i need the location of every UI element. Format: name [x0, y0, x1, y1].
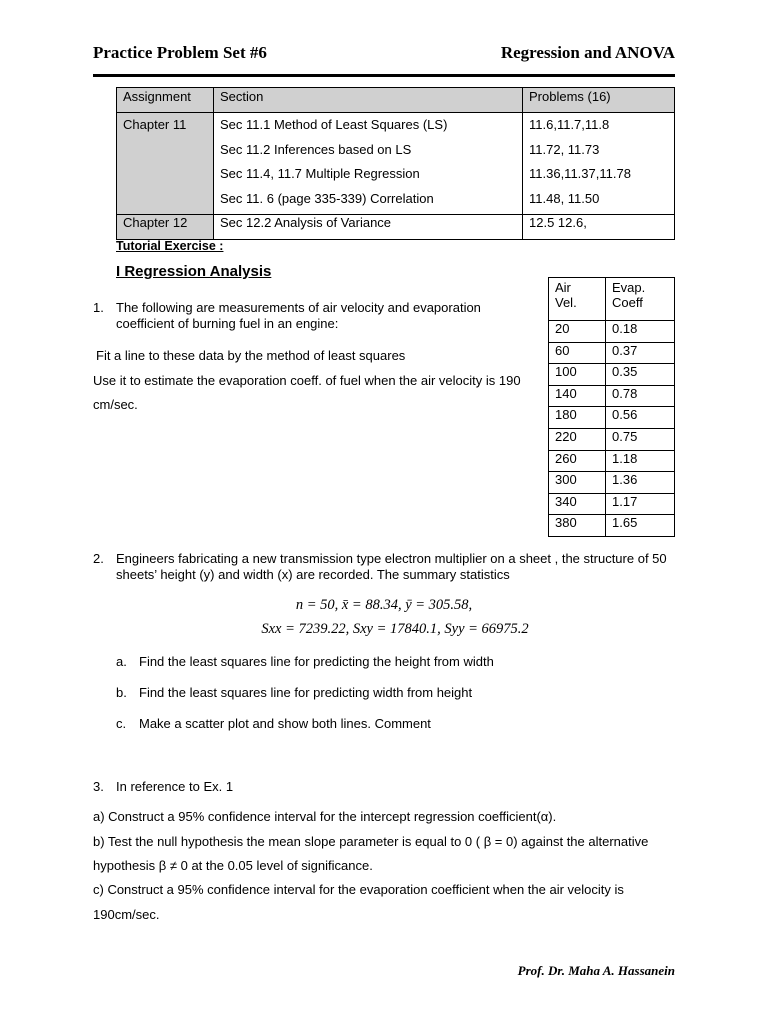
problem-1-number: 1. — [93, 300, 104, 315]
problem-1-text: coefficient of burning fuel in an engine: — [116, 316, 339, 331]
problem-3-part-c: 190cm/sec. — [93, 907, 160, 922]
table-row: 20 0.18 — [549, 321, 675, 343]
problem-1-fit: Fit a line to these data by the method of least squares — [96, 348, 406, 363]
chapter-11-problems — [523, 113, 675, 215]
table-cell: 11.6,11.7,11.8 — [529, 117, 610, 132]
assignment-table — [116, 87, 675, 240]
summary-statistics: n = 50, x̄ = 88.34, ȳ = 305.58, — [295, 597, 473, 613]
problem-3-part-b: hypothesis β ≠ 0 at the 0.05 level of significance. — [93, 858, 373, 873]
chapter-12-cell: Chapter 12 — [117, 215, 214, 240]
item-label: c. — [116, 716, 127, 731]
table-cell: Sec 12.2 Analysis of Variance — [214, 215, 523, 240]
table-row: 60 0.37 — [549, 342, 675, 364]
author-signature: Prof. Dr. Maha A. Hassanein — [517, 963, 675, 978]
table-cell: 12.5 12.6, — [523, 215, 675, 240]
problem-2-number: 2. — [93, 551, 104, 566]
problem-3-part-c: c) Construct a 95% confidence interval for the evaporation coefficient when the air velocity is — [93, 882, 624, 897]
table-cell: 11.36,11.37,11.78 — [529, 166, 631, 181]
column-header: Assignment — [117, 88, 214, 113]
column-header: Evap. Coeff — [606, 278, 675, 321]
column-header: Problems (16) — [523, 88, 675, 113]
table-cell: Sec 11. 6 (page 335-339) Correlation — [220, 190, 434, 206]
section-title: I Regression Analysis — [116, 263, 272, 280]
summary-statistics: Sxx = 7239.22, Sxy = 17840.1, Syy = 66975.2 — [261, 621, 529, 637]
header-rule — [93, 74, 675, 77]
table-row: 180 0.56 — [549, 407, 675, 429]
item-text: Find the least squares line for predicting width from height — [139, 685, 473, 700]
page-header-title: Practice Problem Set #6 — [93, 43, 267, 62]
problem-3-part-b: b) Test the null hypothesis the mean slope parameter is equal to 0 ( β = 0) against the alternative — [93, 834, 649, 849]
table-row: 220 0.75 — [549, 428, 675, 450]
problem-1-text: The following are measurements of air velocity and evaporation — [116, 300, 481, 315]
air-velocity-table — [548, 277, 675, 537]
table-cell: Sec 11.2 Inferences based on LS — [220, 141, 412, 157]
problem-1-estimate: cm/sec. — [93, 397, 138, 412]
column-header: Air Vel. — [549, 278, 606, 321]
page-header-subject: Regression and ANOVA — [500, 43, 675, 62]
problem-3-number: 3. — [93, 779, 104, 794]
problem-1-estimate: Use it to estimate the evaporation coeff. of fuel when the air velocity is 190 — [93, 373, 521, 388]
table-row: 340 1.17 — [549, 493, 675, 515]
problem-3-part-a: a) Construct a 95% confidence interval for the intercept regression coefficient(α). — [93, 809, 557, 824]
column-header: Section — [214, 88, 523, 113]
chapter-11-sections — [214, 113, 523, 215]
table-cell: 11.72, 11.73 — [529, 141, 600, 157]
table-cell: Sec 11.4, 11.7 Multiple Regression — [220, 166, 420, 181]
table-cell: 11.48, 11.50 — [529, 190, 600, 206]
table-row: 260 1.18 — [549, 450, 675, 472]
table-row: 140 0.78 — [549, 385, 675, 407]
tutorial-label: Tutorial Exercise : — [116, 239, 224, 253]
item-text: Make a scatter plot and show both lines. Comment — [139, 716, 431, 731]
table-row: 380 1.65 — [549, 515, 675, 537]
chapter-11-cell: Chapter 11 — [117, 113, 214, 215]
table-cell: Sec 11.1 Method of Least Squares (LS) — [220, 117, 448, 132]
problem-3-intro: In reference to Ex. 1 — [116, 779, 234, 794]
table-row: 100 0.35 — [549, 364, 675, 386]
problem-2-text: Engineers fabricating a new transmission type electron multiplier on a sheet , the structure of 50 — [116, 551, 667, 566]
problem-2-text: sheets’ height (y) and width (x) are recorded. The summary statistics — [116, 567, 510, 582]
item-label: a. — [116, 654, 127, 669]
table-row: 300 1.36 — [549, 472, 675, 494]
item-label: b. — [116, 685, 127, 700]
item-text: Find the least squares line for predicting the height from width — [139, 654, 494, 669]
